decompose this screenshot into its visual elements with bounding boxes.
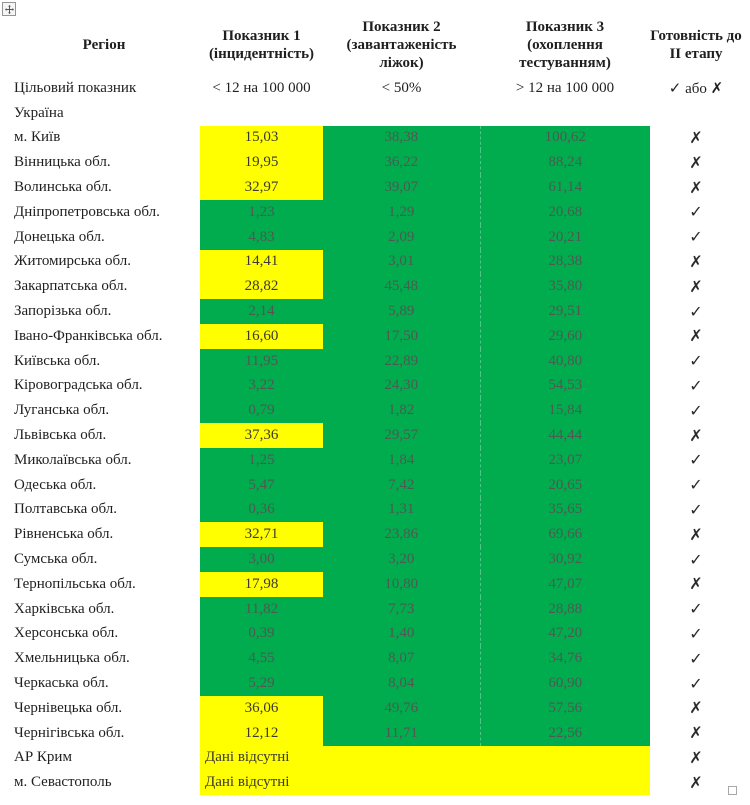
indicator1-cell [200,101,323,126]
region-name: Івано-Франківська обл. [14,327,163,344]
target-indicator3-value: > 12 на 100 000 [515,79,615,96]
region-name: Житомирська обл. [14,253,132,270]
indicator2-cell: 11,71 [323,721,480,746]
status-check-icon: ✓ [689,601,703,619]
target-row-label: Цільовий показник [14,79,137,96]
indicator3-cell: 100,62 [480,126,650,151]
indicator2-cell: 1,31 [323,498,480,523]
table-row [8,299,742,324]
indicator3-cell: 61,14 [480,175,650,200]
region-name: м. Севастополь [14,774,112,791]
region-name: Сумська обл. [14,551,98,568]
indicator3-cell: 88,24 [480,150,650,175]
indicator1-cell: 1,23 [200,200,323,225]
indicator1-cell: 15,03 [200,126,323,151]
indicator1-cell: 12,12 [200,721,323,746]
table-row [8,225,742,250]
indicator3-cell: 34,76 [480,646,650,671]
indicator1-cell: 0,79 [200,398,323,423]
table-row [8,646,742,671]
target-readiness-value: ✓ або ✗ [668,80,724,97]
indicator2-cell: 3,01 [323,250,480,275]
table-row [8,349,742,374]
status-check-icon: ✓ [689,204,703,222]
indicator2-cell: 17,50 [323,324,480,349]
region-name: Рівненська обл. [14,526,114,543]
status-cross-icon: ✗ [689,774,703,792]
indicator2-cell: 8,07 [323,646,480,671]
table-row [8,696,742,721]
table-row [8,547,742,572]
status-cross-icon: ✗ [689,700,703,718]
region-name: АР Крим [14,749,72,766]
status-empty-cell [650,101,742,126]
status-cross-icon: ✗ [689,179,703,197]
table-row [8,622,742,647]
indicator1-cell: 16,60 [200,324,323,349]
header-indicator3-label: Показник 3 (охоплення тестуванням) [519,18,611,72]
table-resize-handle[interactable] [728,786,737,795]
indicator1-cell: 5,47 [200,473,323,498]
indicator3-cell: 35,65 [480,498,650,523]
status-check-icon: ✓ [689,675,703,693]
status-cross-icon: ✗ [689,427,703,445]
indicator2-cell: 5,89 [323,299,480,324]
indicator1-cell: 37,36 [200,423,323,448]
indicator2-cell: 38,38 [323,126,480,151]
region-name: Київська обл. [14,352,101,369]
covid-indicators-table [8,14,742,795]
status-check-icon: ✓ [689,650,703,668]
indicator3-cell [480,101,650,126]
target-indicator2-value: < 50% [381,79,422,96]
target-row [8,76,742,101]
indicator1-cell: 32,71 [200,522,323,547]
status-cross-icon: ✗ [689,749,703,767]
indicator1-cell: 11,95 [200,349,323,374]
region-name: Полтавська обл. [14,501,117,518]
indicator3-cell: 57,56 [480,696,650,721]
no-data-cell: Дані відсутні [200,770,650,795]
indicator3-cell: 23,07 [480,448,650,473]
status-cross-icon: ✗ [689,154,703,172]
indicator3-cell: 60,90 [480,671,650,696]
header-region-label: Регіон [82,36,126,53]
indicator2-cell: 3,20 [323,547,480,572]
indicator2-cell: 1,29 [323,200,480,225]
header-row [8,14,742,76]
indicator1-cell: 11,82 [200,597,323,622]
indicator2-cell: 8,04 [323,671,480,696]
indicator3-cell: 69,66 [480,522,650,547]
region-name: Донецька обл. [14,228,105,245]
indicator2-cell: 49,76 [323,696,480,721]
table-row [8,448,742,473]
indicator1-cell: 17,98 [200,572,323,597]
indicator2-cell: 1,40 [323,622,480,647]
status-check-icon: ✓ [689,303,703,321]
indicator2-cell: 39,07 [323,175,480,200]
status-check-icon: ✓ [689,625,703,643]
indicator2-cell: 36,22 [323,150,480,175]
status-cross-icon: ✗ [689,526,703,544]
region-name: м. Київ [14,129,61,146]
region-name: Львівська обл. [14,427,107,444]
status-check-icon: ✓ [689,353,703,371]
region-name: Хмельницька обл. [14,650,130,667]
indicator3-cell: 30,92 [480,547,650,572]
region-name: Херсонська обл. [14,625,119,642]
indicator3-cell: 54,53 [480,374,650,399]
region-name: Вінницька обл. [14,154,111,171]
status-cross-icon: ✗ [689,278,703,296]
table-row [8,250,742,275]
region-name: Дніпропетровська обл. [14,203,160,220]
table-row [8,126,742,151]
status-cross-icon: ✗ [689,328,703,346]
indicator2-cell: 1,82 [323,398,480,423]
col-header-indicator3 [480,14,650,76]
indicator3-cell: 40,80 [480,349,650,374]
indicator1-cell: 19,95 [200,150,323,175]
col-header-indicator2 [323,14,480,76]
indicator3-cell: 20,65 [480,473,650,498]
indicator3-cell: 22,56 [480,721,650,746]
indicator2-cell: 23,86 [323,522,480,547]
move-arrows-icon [5,5,14,14]
region-name: Тернопільська обл. [14,575,136,592]
indicator2-cell: 29,57 [323,423,480,448]
region-name: Луганська обл. [14,402,110,419]
region-name: Чернігівська обл. [14,724,125,741]
status-check-icon: ✓ [689,452,703,470]
indicator3-cell: 15,84 [480,398,650,423]
region-name: Чернівецька обл. [14,699,123,716]
header-indicator1-label: Показник 1 (інцидентність) [208,27,315,62]
region-name: Україна [14,104,64,121]
indicator3-cell: 29,60 [480,324,650,349]
table-row [8,746,742,771]
status-cross-icon: ✗ [689,129,703,147]
region-name: Черкаська обл. [14,675,109,692]
status-cross-icon: ✗ [689,253,703,271]
status-cross-icon: ✗ [689,725,703,743]
indicator2-cell: 1,84 [323,448,480,473]
indicator2-cell: 7,42 [323,473,480,498]
col-header-readiness [650,14,742,76]
indicator1-cell: 32,97 [200,175,323,200]
table-row [8,671,742,696]
region-name: Закарпатська обл. [14,278,128,295]
col-header-indicator1 [200,14,323,76]
indicator1-cell: 4,83 [200,225,323,250]
status-check-icon: ✓ [689,501,703,519]
table-row [8,398,742,423]
region-name: Волинська обл. [14,179,112,196]
indicator2-cell: 45,48 [323,274,480,299]
target-indicator1-value: < 12 на 100 000 [212,79,311,96]
table-row [8,721,742,746]
col-header-region [8,14,200,76]
indicator3-cell: 29,51 [480,299,650,324]
region-name: Одеська обл. [14,476,97,493]
indicator3-cell: 20,68 [480,200,650,225]
indicator1-cell: 3,22 [200,374,323,399]
indicator3-cell: 47,20 [480,622,650,647]
header-indicator2-label: Показник 2 (завантаженість ліжок) [346,18,457,72]
indicator2-cell: 10,80 [323,572,480,597]
table-row [8,324,742,349]
table-row [8,597,742,622]
status-check-icon: ✓ [689,477,703,495]
indicator3-cell: 44,44 [480,423,650,448]
table-row [8,572,742,597]
status-check-icon: ✓ [689,377,703,395]
indicator3-cell: 20,21 [480,225,650,250]
status-check-icon: ✓ [689,402,703,420]
indicator2-cell: 24,30 [323,374,480,399]
region-name: Кіровоградська обл. [14,377,143,394]
indicator1-cell: 5,29 [200,671,323,696]
indicator1-cell: 14,41 [200,250,323,275]
indicator1-cell: 0,39 [200,622,323,647]
indicator3-cell: 28,38 [480,250,650,275]
table-row [8,770,742,795]
table-row [8,374,742,399]
region-name: Запорізька обл. [14,303,112,320]
table-row [8,274,742,299]
table-row [8,522,742,547]
header-readiness-label: Готовність до II етапу [650,27,742,62]
no-data-cell: Дані відсутні [200,746,650,771]
table-row [8,200,742,225]
status-cross-icon: ✗ [689,576,703,594]
indicator1-cell: 4,55 [200,646,323,671]
indicator2-cell: 22,89 [323,349,480,374]
status-check-icon: ✓ [689,551,703,569]
indicator3-cell: 35,80 [480,274,650,299]
indicator1-cell: 28,82 [200,274,323,299]
indicator1-cell: 3,00 [200,547,323,572]
indicator1-cell: 36,06 [200,696,323,721]
indicator3-cell: 47,07 [480,572,650,597]
indicator2-cell: 2,09 [323,225,480,250]
indicator1-cell: 1,25 [200,448,323,473]
indicator2-cell [323,101,480,126]
table-row [8,175,742,200]
region-name: Харківська обл. [14,600,115,617]
table-row [8,473,742,498]
indicator1-cell: 2,14 [200,299,323,324]
table-row [8,101,742,126]
table-row [8,423,742,448]
region-name: Миколаївська обл. [14,451,132,468]
indicator2-cell: 7,73 [323,597,480,622]
table-row [8,150,742,175]
indicator3-cell: 28,88 [480,597,650,622]
status-check-icon: ✓ [689,229,703,247]
indicator1-cell: 0,36 [200,498,323,523]
table-row [8,498,742,523]
